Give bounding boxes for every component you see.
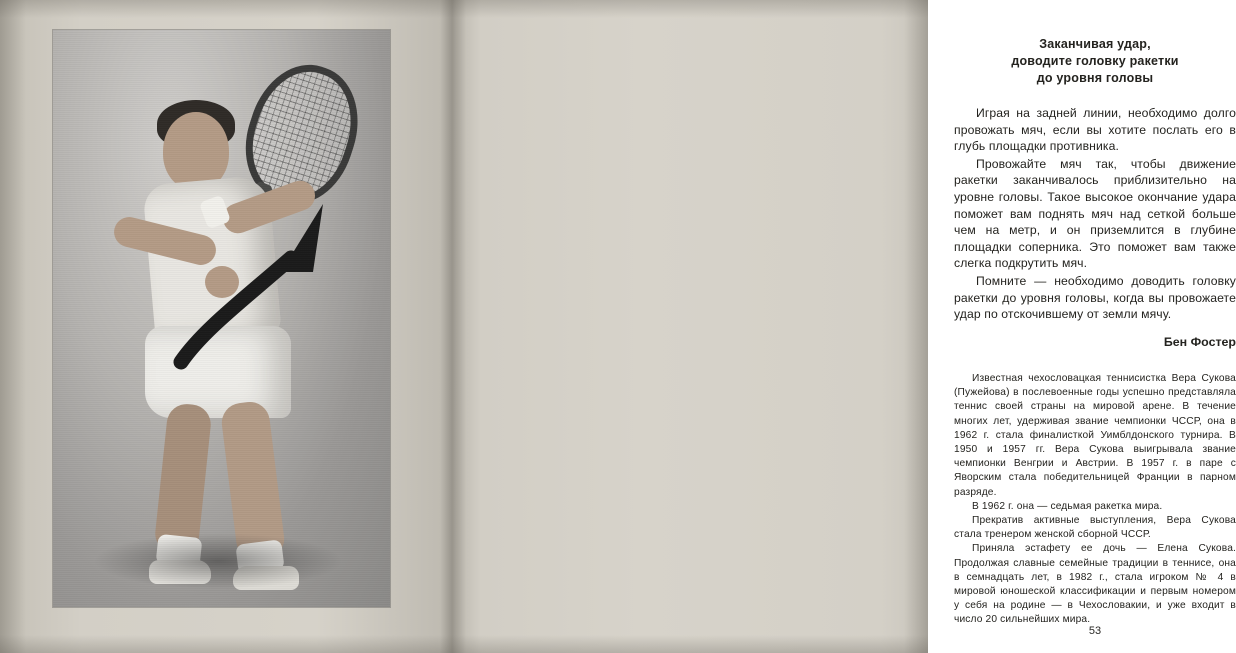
note-paragraph: Прекратив активные выступления, Вера Сукова стала тренером женской сборной ЧССР. xyxy=(954,515,1236,541)
body-paragraph: Играя на задней линии, необходимо долго провожать мяч, если вы хотите послать его в глубь площадки противника. xyxy=(954,106,1236,154)
note-paragraph: В 1962 г. она — седьмая ракетка мира. xyxy=(972,500,1163,512)
page-edge-shadow-bottom xyxy=(0,635,928,653)
article-column xyxy=(954,36,1236,349)
body-paragraph: Провожайте мяч так, чтобы движение ракетки заканчивалось приблизительно на уровне головы. Такое высокое окончание удара поможет вам поднять мяч над сеткой больше чем на метр, и он приземлится в глубине площадки соперника. Это поможет вам также слегка подкрутить мяч. xyxy=(954,156,1236,271)
left-page xyxy=(0,0,452,653)
page-edge-shadow-left xyxy=(0,0,26,653)
body-paragraph: Помните — необходимо доводить головку ракетки до уровня головы, когда вы провожаете удар по отскочившему от земли мячу. xyxy=(954,273,1236,322)
photo-grain xyxy=(53,30,390,607)
tennis-player-photo xyxy=(53,30,390,607)
page-title-line-3: до уровня головы xyxy=(1036,71,1154,85)
page-number: 53 xyxy=(1088,625,1102,637)
note-paragraph: Приняла эстафету ее дочь — Елена Сукова. Продолжая славные семейные традиции в теннисе, она в семнадцать лет, в 1982 г., стала игроком № 4 в мировой юношеской классификации и первым номером у себя на родине — в Чехословакии, и уже входит в число 20 сильнейших мира. xyxy=(954,543,1236,626)
biography-note xyxy=(954,372,1236,628)
page-title xyxy=(954,36,1236,87)
page-title-line-1: Заканчивая удар, xyxy=(1039,37,1151,51)
book-gutter xyxy=(440,0,466,653)
note-paragraph: Известная чехословацкая теннисистка Вера Сукова (Пужейова) в послевоенные годы успешно представляла теннис своей страны на мировой арене. В течение многих лет, удерживая звание чемпионки ЧССР, она в 1962 г. стала финалисткой Уимблдонского турнира. В 1950 и 1957 гг. Вера Сукова выигрывала звание чемпионки Венгрии и Австрии. В 1957 г. в паре с Яворским стала победительницей Франции в парном разряде. xyxy=(954,373,1236,498)
author-signature: Бен Фостер xyxy=(1163,334,1236,349)
right-page xyxy=(452,0,1236,653)
page-edge-shadow-top xyxy=(0,0,928,18)
page-edge-shadow-right xyxy=(904,0,928,653)
page-title-line-2: доводите головку ракетки xyxy=(1011,54,1179,68)
